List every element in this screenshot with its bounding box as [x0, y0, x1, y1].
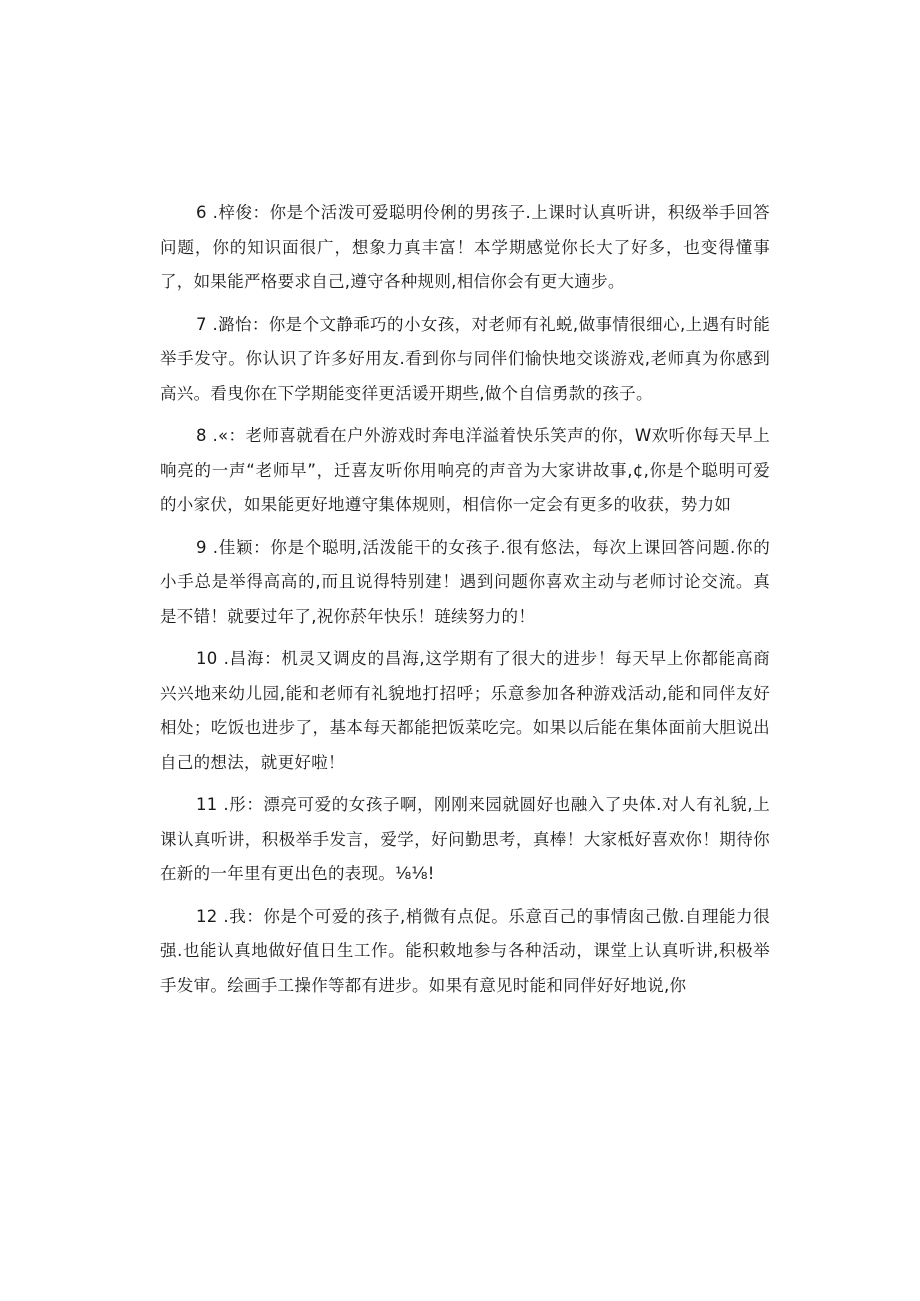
paragraph-8: 8 .«：老师喜就看在户外游戏时奔电洋溢着快乐笑声的你，W欢听你每天早上响亮的一声“老师早”，迁喜友听你用响亮的声音为大家讲故事,¢,你是个聪明可爱的小家伏，如果能更好地遵守集体规则，相信你一定会有更多的收获，势力如 — [160, 426, 770, 514]
document-body — [160, 196, 770, 1011]
paragraph-9: 9 .佳颖：你是个聪明,活泼能干的女孩子.很有悠法，每次上课回答问题.你的小手总是举得高高的,而且说得特别建！遇到问题你喜欢主动与老师讨论交流。真是不错！就要过年了,祝你菸年快乐！琏续努力的！ — [160, 537, 770, 626]
paragraph-11: 11 .彤：漂亮可爱的女孩子啊，刚刚来园就圆好也融入了央体.对人有礼貌,上课认真听讲，积极举手发言，爱学，好问勤思考，真棒！大家柢好喜欢你！期待你在新的一年里有更出色的表现。⅛⅛! — [160, 795, 770, 883]
paragraph-12: 12 .我：你是个可爱的孩子,梢微有点促。乐意百己的事情囱己傲.自理能力很强.也能认真地做好值日生工作。能积敕地参与各种活动，课堂上认真听讲,积极举手发审。绘画手工操作等都有进步。如果有意见时能和同伴好好地说,你 — [160, 906, 770, 995]
paragraph-7: 7 .潞怡：你是个文静乖巧的小女孩，对老师有礼蜕,做事情很细心,上遇有时能举手发守。你认识了许多好用友.看到你与同伴们愉快地交谈游戏,老师真为你感到高兴。看曳你在下学期能变徉更活谖开期些,做个自信勇款的孩子。 — [160, 314, 770, 403]
paragraph-6: 6 .梓俊：你是个活泼可爱聪明伶俐的男孩子.上课时认真听讲，积级举手回答问题，你的知识面很广，想象力真丰富！本学期感觉你长大了好多，也变得懂事了，如果能严格要求自己,遵守各种规则,相信你会有更大遖步。 — [160, 203, 770, 291]
paragraph-10: 10 .昌海：机灵又调皮的昌海,这学期有了很大的进步！每天早上你都能高商兴兴地来幼儿园,能和老师有礼貌地打招呼；乐意参加各种游戏活动,能和同伴友好相处；吃饭也进步了，基本每天都能把饭菜吃完。如果以后能在集体面前大胆说出自己的想法，就更好啦！ — [160, 649, 770, 772]
